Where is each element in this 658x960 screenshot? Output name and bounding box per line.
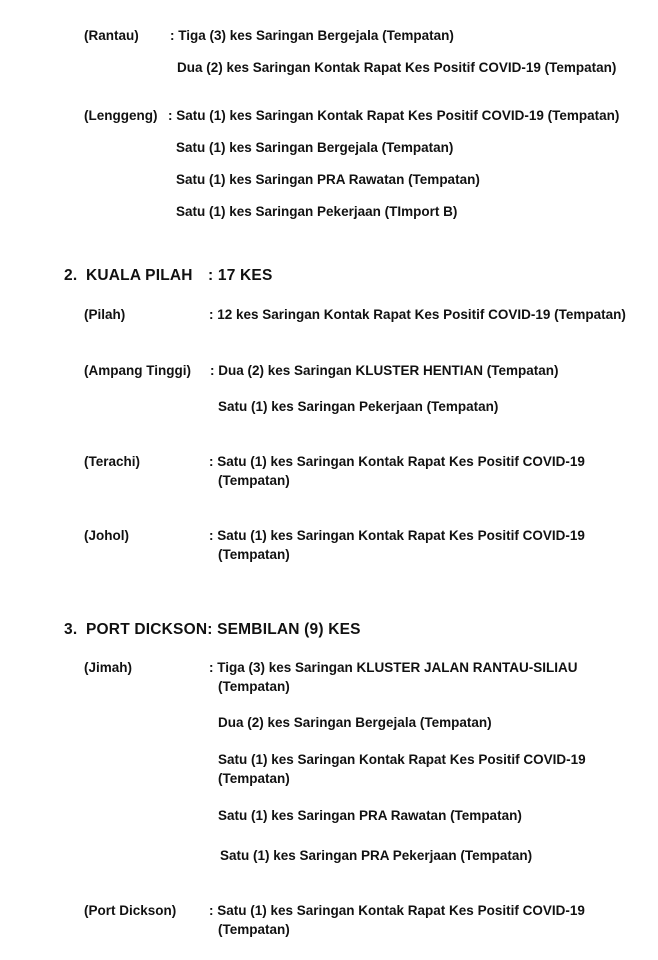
jimah-case-line-2: Dua (2) kes Saringan Bergejala (Tempatan): [218, 715, 492, 730]
ampang-tinggi-case-line-2: Satu (1) kes Saringan Pekerjaan (Tempatan): [218, 399, 499, 414]
jimah-case-line-3-cont: (Tempatan): [218, 771, 290, 786]
locality-label-terachi: (Terachi): [84, 454, 141, 469]
rantau-case-line-2: Dua (2) kes Saringan Kontak Rapat Kes Positif COVID-19 (Tempatan): [177, 60, 617, 75]
locality-label-jimah: (Jimah): [84, 660, 133, 675]
jimah-case-line-5: Satu (1) kes Saringan PRA Pekerjaan (Tempatan): [220, 848, 533, 863]
section-heading-kuala-pilah: KUALA PILAH: [86, 267, 193, 284]
locality-label-johol: (Johol): [84, 528, 129, 543]
jimah-case-line-3: Satu (1) kes Saringan Kontak Rapat Kes Positif COVID-19: [218, 752, 586, 767]
section-number-port-dickson: 3.: [64, 621, 78, 638]
ampang-tinggi-case-line-1: : Dua (2) kes Saringan KLUSTER HENTIAN (Tempatan): [210, 363, 559, 378]
locality-label-port-dickson: (Port Dickson): [84, 903, 177, 918]
section-number-kuala-pilah: 2.: [64, 267, 78, 284]
lenggeng-case-line-3: Satu (1) kes Saringan PRA Rawatan (Tempatan): [176, 172, 480, 187]
locality-label-rantau: (Rantau): [84, 28, 139, 43]
lenggeng-case-line-1: : Satu (1) kes Saringan Kontak Rapat Kes Positif COVID-19 (Tempatan): [168, 108, 620, 123]
locality-label-pilah: (Pilah): [84, 307, 126, 322]
section-count-kuala-pilah: : 17 KES: [208, 267, 273, 284]
jimah-case-line-1-cont: (Tempatan): [218, 679, 290, 694]
pilah-case-line-1: : 12 kes Saringan Kontak Rapat Kes Positif COVID-19 (Tempatan): [209, 307, 626, 322]
rantau-case-line-1: : Tiga (3) kes Saringan Bergejala (Tempatan): [170, 28, 454, 43]
port-dickson-case-line-1-cont: (Tempatan): [218, 922, 290, 937]
lenggeng-case-line-4: Satu (1) kes Saringan Pekerjaan (TImport B): [176, 204, 458, 219]
jimah-case-line-4: Satu (1) kes Saringan PRA Rawatan (Tempatan): [218, 808, 522, 823]
locality-label-ampang-tinggi: (Ampang Tinggi): [84, 363, 191, 378]
jimah-case-line-1: : Tiga (3) kes Saringan KLUSTER JALAN RANTAU-SILIAU: [209, 660, 578, 675]
johol-case-line-2: (Tempatan): [218, 547, 290, 562]
johol-case-line-1: : Satu (1) kes Saringan Kontak Rapat Kes Positif COVID-19: [209, 528, 585, 543]
terachi-case-line-2: (Tempatan): [218, 473, 290, 488]
lenggeng-case-line-2: Satu (1) kes Saringan Bergejala (Tempatan): [176, 140, 454, 155]
section-heading-port-dickson: PORT DICKSON: SEMBILAN (9) KES: [86, 621, 361, 638]
port-dickson-case-line-1: : Satu (1) kes Saringan Kontak Rapat Kes Positif COVID-19: [209, 903, 585, 918]
terachi-case-line-1: : Satu (1) kes Saringan Kontak Rapat Kes Positif COVID-19: [209, 454, 585, 469]
locality-label-lenggeng: (Lenggeng): [84, 108, 158, 123]
